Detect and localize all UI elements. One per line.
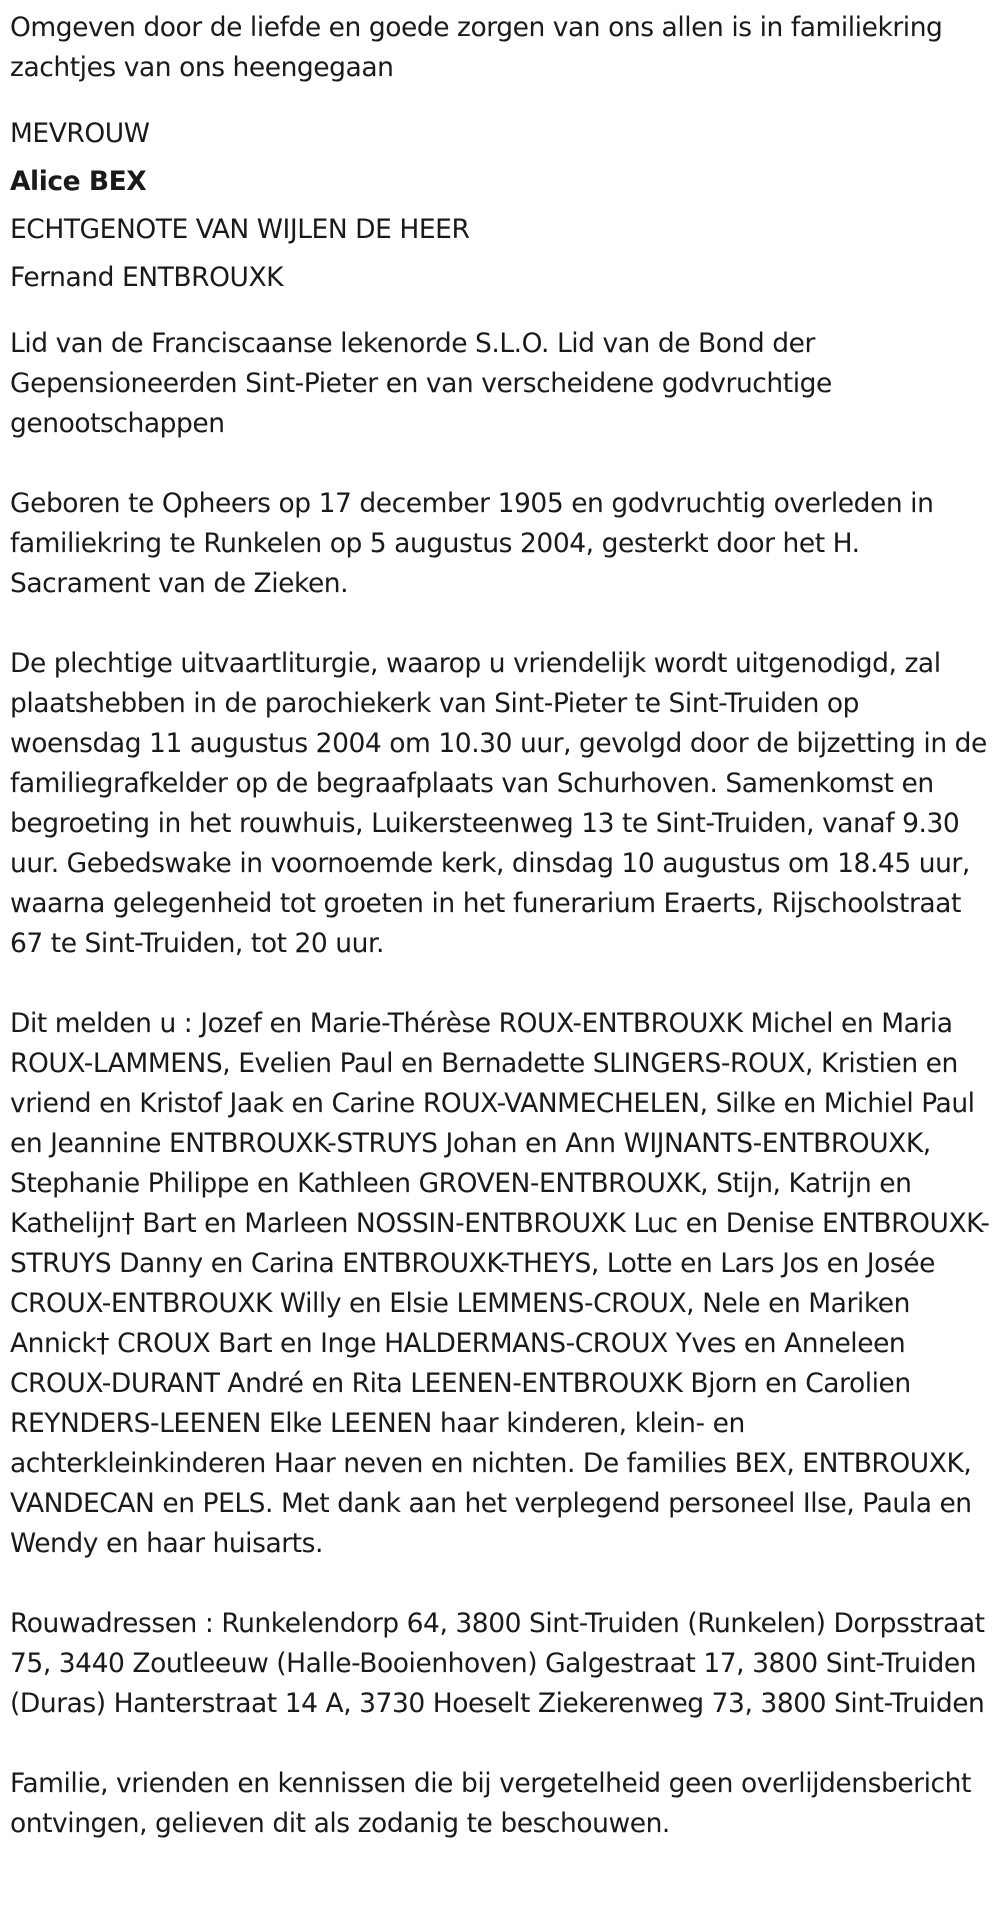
family-paragraph: Dit melden u : Jozef en Marie-Thérèse ROUX-ENTBROUXK Michel en Maria ROUX-LAMMENS, Evelien Paul en Bernadette SLINGERS-ROUX, Kristien en vriend en Kristof Jaak en Carine ROUX-VANMECHELEN, Silke en Michiel Paul en Jeannine ENTBROUXK-STRUYS Johan en Ann WIJNANTS-ENTBROUXK, Stephanie Philippe en Kathleen GROVEN-ENTBROUXK, Stijn, Katrijn en Kathelijn† Bart en Marleen NOSSIN-ENTBROUXK Luc en Denise ENTBROUXK-STRUYS Danny en Carina ENTBROUXK-THEYS, Lotte en Lars Jos en Josée CROUX-ENTBROUXK Willy en Elsie LEMMENS-CROUX, Nele en Mariken Annick† CROUX Bart en Inge HALDERMANS-CROUX Yves en Anneleen CROUX-DURANT André en Rita LEENEN-ENTBROUXK Bjorn en Carolien REYNDERS-LEENEN Elke LEENEN haar kinderen, klein- en achterkleinkinderen Haar neven en nichten. De families BEX, ENTBROUXK, VANDECAN en PELS. Met dank aan het verplegend personeel Ilse, Paula en Wendy en haar huisarts.	[10, 1008, 990, 1559]
birth-death-paragraph: Geboren te Opheers op 17 december 1905 en godvruchtig overleden in familiekring te Runkelen op 5 augustus 2004, gesterkt door het H. Sacrament van de Zieken.	[10, 488, 934, 599]
title-line: MEVROUW	[10, 118, 150, 149]
deceased-name: Alice BEX	[10, 166, 147, 197]
addresses-paragraph: Rouwadressen : Runkelendorp 64, 3800 Sint-Truiden (Runkelen) Dorpsstraat 75, 3440 Zoutleeuw (Halle-Booienhoven) Galgestraat 17, 3800 Sint-Truiden (Duras) Hanterstraat 14 A, 3730 Hoeselt Ziekerenweg 73, 3800 Sint-Truiden	[10, 1608, 985, 1719]
intro-paragraph: Omgeven door de liefde en goede zorgen van ons allen is in familiekring zachtjes van ons heengegaan	[10, 12, 943, 83]
spouse-name: Fernand ENTBROUXK	[10, 262, 284, 293]
memberships-paragraph: Lid van de Franciscaanse lekenorde S.L.O. Lid van de Bond der Gepensioneerden Sint-Pieter en van verscheidene godvruchtige genootschappen	[10, 328, 832, 439]
spouse-label: ECHTGENOTE VAN WIJLEN DE HEER	[10, 214, 470, 245]
closing-paragraph: Familie, vrienden en kennissen die bij vergetelheid geen overlijdensbericht ontvingen, gelieven dit als zodanig te beschouwen.	[10, 1768, 971, 1839]
funeral-paragraph: De plechtige uitvaartliturgie, waarop u vriendelijk wordt uitgenodigd, zal plaatshebben in de parochiekerk van Sint-Pieter te Sint-Truiden op woensdag 11 augustus 2004 om 10.30 uur, gevolgd door de bijzetting in de familiegrafkelder op de begraafplaats van Schurhoven. Samenkomst en begroeting in het rouwhuis, Luikersteenweg 13 te Sint-Truiden, vanaf 9.30 uur. Gebedswake in voornoemde kerk, dinsdag 10 augustus om 18.45 uur, waarna gelegenheid tot groeten in het funerarium Eraerts, Rijschoolstraat 67 te Sint-Truiden, tot 20 uur.	[10, 648, 987, 959]
